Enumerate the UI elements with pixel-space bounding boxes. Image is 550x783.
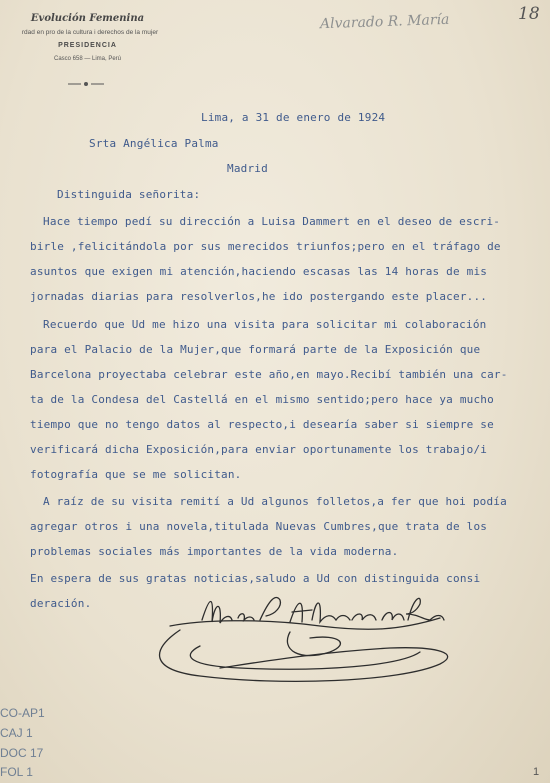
letter-line: agregar otros i una novela,titulada Nuevas Cumbres,que trata de los [30, 520, 488, 533]
letter-line: jornadas diarias para resolverlos,he ido postergando este placer... [30, 290, 488, 303]
letterhead-subtitle: rdad en pro de la cultura i derechos de la mujer [21, 29, 159, 36]
letter-line: problemas sociales más importantes de la vida moderna. [30, 545, 399, 558]
letterhead-address: Casco 658 — Lima, Perú [53, 56, 122, 62]
letter-line: Recuerdo que Ud me hizo una visita para solicitar mi colaboración [43, 318, 487, 331]
corner-mark: 1 [533, 766, 540, 778]
letter-line: En espera de sus gratas noticias,saludo a Ud con distinguida consi [30, 572, 481, 585]
archive-stamp-line: CAJ 1 [0, 726, 33, 740]
pencil-annotation-name: Alvarado R. María [319, 11, 450, 33]
letter-line: tiempo que no tengo datos al respecto,i desearía saber si siempre se [30, 418, 494, 431]
letter-recipient: Srta Angélica Palma [89, 137, 219, 150]
letter-greeting: Distinguida señorita: [57, 188, 201, 201]
letter-line: fotografía que se me solicitan. [30, 468, 242, 481]
letter-line: A raíz de su visita remití a Ud algunos folletos,a fer que hoi podía [43, 495, 507, 508]
letter-line: Barcelona proyectaba celebrar este año,en mayo.Recibí también una car- [30, 368, 508, 381]
letter-line: birle ,felicitándola por sus merecidos triunfos;pero en el tráfago de [30, 240, 501, 253]
letter-city: Madrid [227, 162, 268, 175]
letter-line: para el Palacio de la Mujer,que formará parte de la Exposición que [30, 343, 481, 356]
page-number: 18 [518, 4, 540, 24]
letter-line: ta de la Condesa del Castellá en el mismo sentido;pero hace ya mucho [30, 393, 494, 406]
archive-stamp-line: CO-AP1 [0, 706, 45, 720]
letter-date: Lima, a 31 de enero de 1924 [201, 111, 386, 124]
letter-line: Hace tiempo pedí su dirección a Luisa Dammert en el deseo de escri- [43, 215, 501, 228]
letterhead-ornament-icon [66, 80, 106, 88]
letter-line: asuntos que exigen mi atención,haciendo escasas las 14 horas de mis [30, 265, 488, 278]
letter-line: verificará dicha Exposición,para enviar oportunamente los trabajo/i [30, 443, 488, 456]
letterhead-presidency: PRESIDENCIA [58, 42, 117, 49]
letter-line: deración. [30, 597, 92, 610]
letterhead-title: Evolución Femenina [30, 13, 145, 24]
archive-stamp-line: FOL 1 [0, 765, 33, 779]
archive-stamp-line: DOC 17 [0, 746, 44, 760]
handwritten-signature [140, 590, 470, 700]
